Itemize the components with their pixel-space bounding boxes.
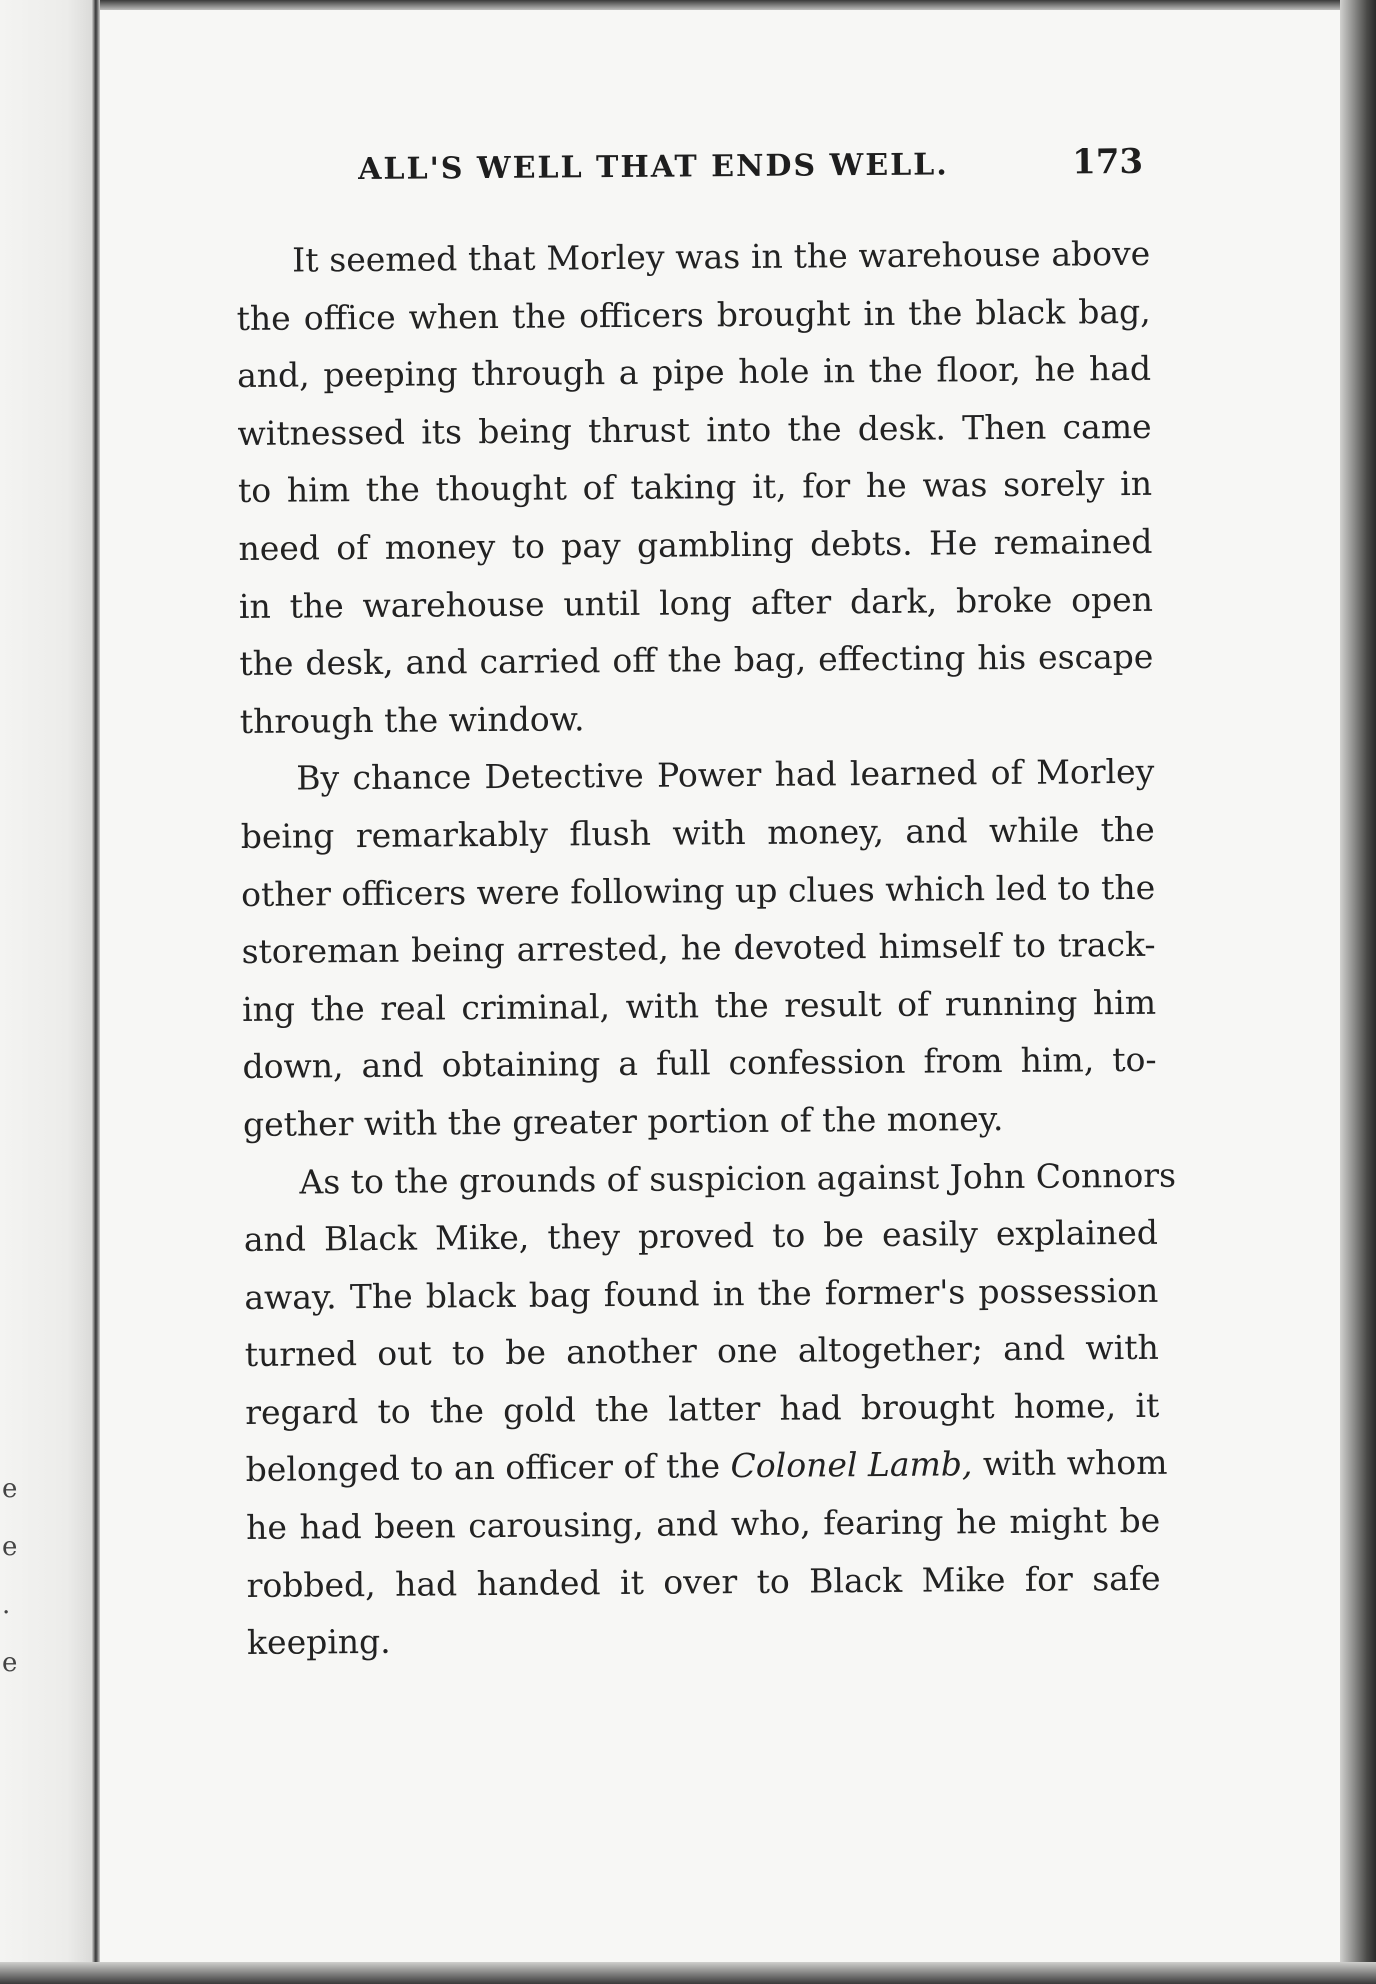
text-line: and Black Mike, they proved to be easily explained bbox=[243, 1212, 1159, 1260]
text-segment: belonged to an officer of the bbox=[245, 1446, 731, 1490]
text-line: away. The black bag found in the former's possession bbox=[244, 1270, 1159, 1317]
left-page-mark: e bbox=[2, 1532, 18, 1562]
text-line: he had been carousing, and who, fearing he might be bbox=[246, 1500, 1161, 1548]
page-number: 173 bbox=[1071, 141, 1144, 183]
text-segment: with whom bbox=[972, 1443, 1168, 1484]
ship-name-italic: Colonel Lamb, bbox=[730, 1444, 973, 1486]
text-line: storeman being arrested, he devoted himself to track- bbox=[241, 924, 1156, 972]
body-text bbox=[236, 225, 1177, 1672]
text-line: By chance Detective Power had learned of Morley bbox=[296, 752, 1155, 798]
running-title: ALL'S WELL THAT ENDS WELL. bbox=[358, 147, 949, 187]
text-line: the desk, and carried off the bag, effecting his escape bbox=[239, 636, 1154, 684]
book-gutter bbox=[92, 0, 100, 1984]
text-line: gether with the greater portion of the money. bbox=[242, 1098, 1004, 1144]
text-line: keeping. bbox=[246, 1622, 391, 1663]
text-line: need of money to pay gambling debts. He remained bbox=[238, 521, 1153, 568]
page-edge-shadow bbox=[1340, 0, 1376, 1984]
text-line: other officers were following up clues which led to the bbox=[241, 867, 1156, 914]
text-line: down, and obtaining a full confession from him, to- bbox=[242, 1040, 1157, 1087]
text-line: and, peeping through a pipe hole in the floor, he had bbox=[236, 349, 1152, 396]
text-line: being remarkably flush with money, and while the bbox=[240, 809, 1155, 856]
left-page-mark: . bbox=[2, 1590, 11, 1620]
scan-bottom-shadow bbox=[0, 1962, 1376, 1984]
scan-top-shadow bbox=[0, 0, 1376, 10]
text-line: the office when the officers brought in the black bag, bbox=[236, 291, 1151, 338]
text-line: As to the grounds of suspicion against John Connors bbox=[299, 1155, 1177, 1202]
text-line: robbed, had handed it over to Black Mike for safe bbox=[246, 1558, 1161, 1605]
text-line: witnessed its being thrust into the desk. Then came bbox=[237, 406, 1152, 453]
text-line: ing the real criminal, with the result of running him bbox=[241, 982, 1157, 1029]
running-head bbox=[358, 142, 1143, 188]
left-page-marks bbox=[2, 1460, 18, 1692]
left-page-mark: e bbox=[2, 1648, 18, 1678]
text-line: to him the thought of taking it, for he was sorely in bbox=[237, 464, 1153, 511]
text-line: turned out to be another one altogether; and with bbox=[244, 1328, 1159, 1375]
text-line: through the window. bbox=[239, 699, 585, 741]
left-page-mark: e bbox=[2, 1474, 18, 1504]
left-page-edge bbox=[0, 0, 96, 1984]
text-line: It seemed that Morley was in the warehouse above bbox=[292, 233, 1151, 280]
text-line-with-italic bbox=[245, 1434, 1168, 1499]
text-line: in the warehouse until long after dark, broke open bbox=[238, 579, 1154, 626]
text-line: regard to the gold the latter had brought home, it bbox=[245, 1385, 1160, 1432]
